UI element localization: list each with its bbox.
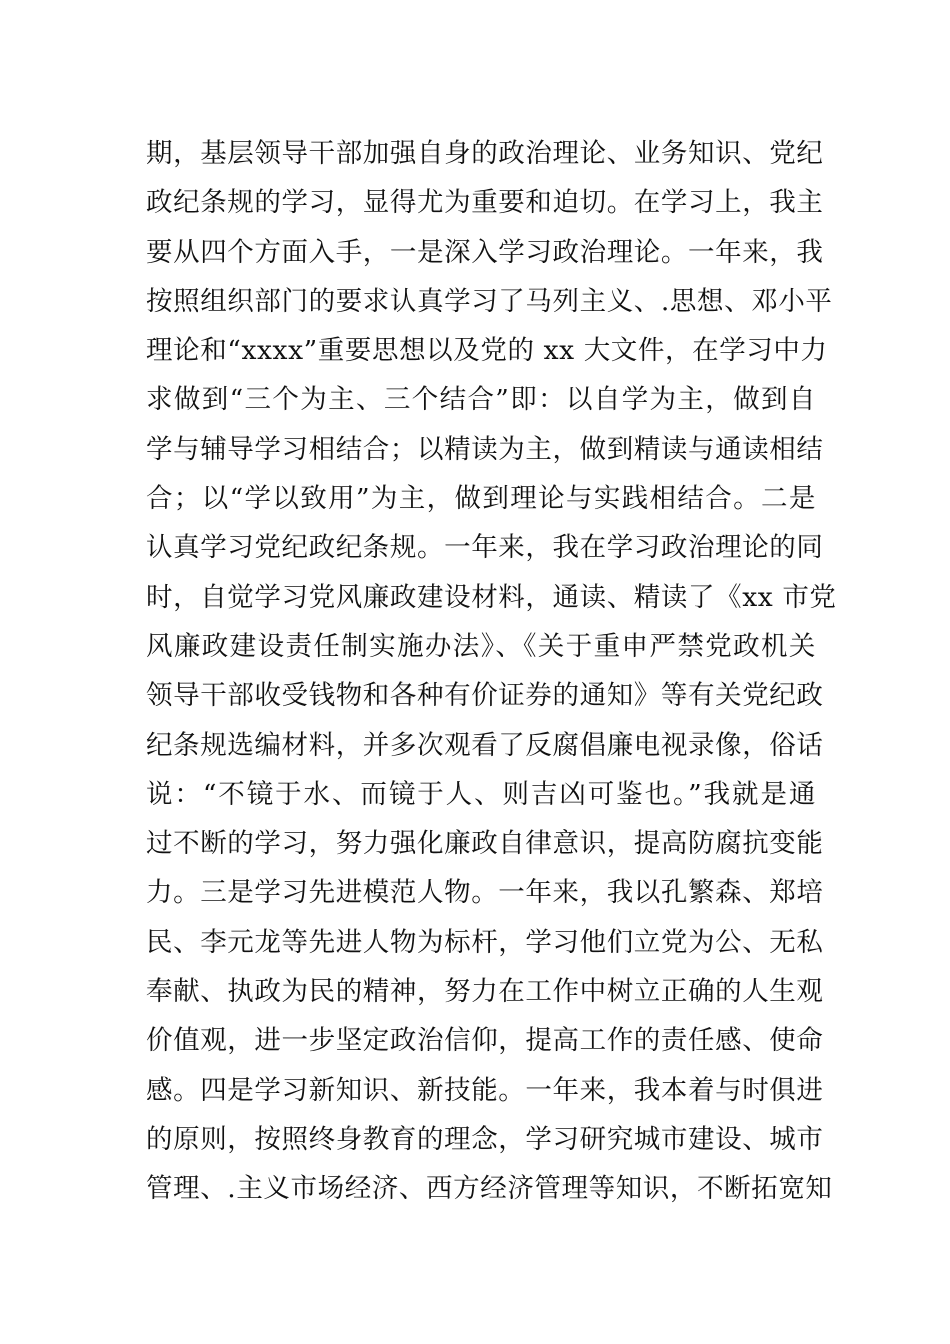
text-line: 期，基层领导干部加强自身的政治理论、业务知识、党纪: [146, 138, 824, 169]
text-line: 力。三是学习先进模范人物。一年来，我以孔繁森、郑培: [146, 877, 824, 909]
text-line: 认真学习党纪政纪条规。一年来，我在学习政治理论的同: [146, 532, 824, 564]
text-line: 按照组织部门的要求认真学习了马列主义、.思想、邓小平: [146, 285, 833, 317]
text-line: 合；以“学以致用”为主，做到理论与实践相结合。二是: [146, 483, 816, 515]
text-line: 时，自觉学习党风廉政建设材料，通读、精读了《xx 市党: [146, 581, 837, 613]
text-line: 的原则，按照终身教育的理念，学习研究城市建设、城市: [146, 1123, 824, 1155]
text-line: 民、李元龙等先进人物为标杆，学习他们立党为公、无私: [146, 926, 824, 958]
text-line: 感。四是学习新知识、新技能。一年来，我本着与时俱进: [146, 1074, 824, 1106]
text-line: 领导干部收受钱物和各种有价证券的通知》等有关党纪政: [146, 680, 824, 712]
text-line: 奉献、执政为民的精神，努力在工作中树立正确的人生观: [146, 976, 824, 1008]
text-line: 纪条规选编材料，并多次观看了反腐倡廉电视录像，俗话: [146, 729, 824, 761]
body-paragraph: [146, 129, 837, 1214]
text-line: 政纪条规的学习，显得尤为重要和迫切。在学习上，我主: [146, 187, 824, 219]
text-line: 过不断的学习，努力强化廉政自律意识，提高防腐抗变能: [146, 828, 824, 860]
text-line: 学与辅导学习相结合；以精读为主，做到精读与通读相结: [146, 433, 824, 465]
text-line: 风廉政建设责任制实施办法》、《关于重申严禁党政机关: [146, 630, 816, 662]
text-line: 管理、.主义市场经济、西方经济管理等知识，不断拓宽知: [146, 1173, 833, 1205]
text-line: 要从四个方面入手，一是深入学习政治理论。一年来，我: [146, 236, 824, 268]
text-line: 理论和“xxxx”重要思想以及党的 xx 大文件，在学习中力: [146, 335, 828, 367]
text-line: 求做到“三个为主、三个结合”即：以自学为主，做到自: [146, 384, 816, 416]
text-line: 价值观，进一步坚定政治信仰，提高工作的责任感、使命: [146, 1025, 824, 1057]
text-line: 说：“不镜于水、而镜于人、则吉凶可鉴也。”我就是通: [146, 778, 816, 810]
